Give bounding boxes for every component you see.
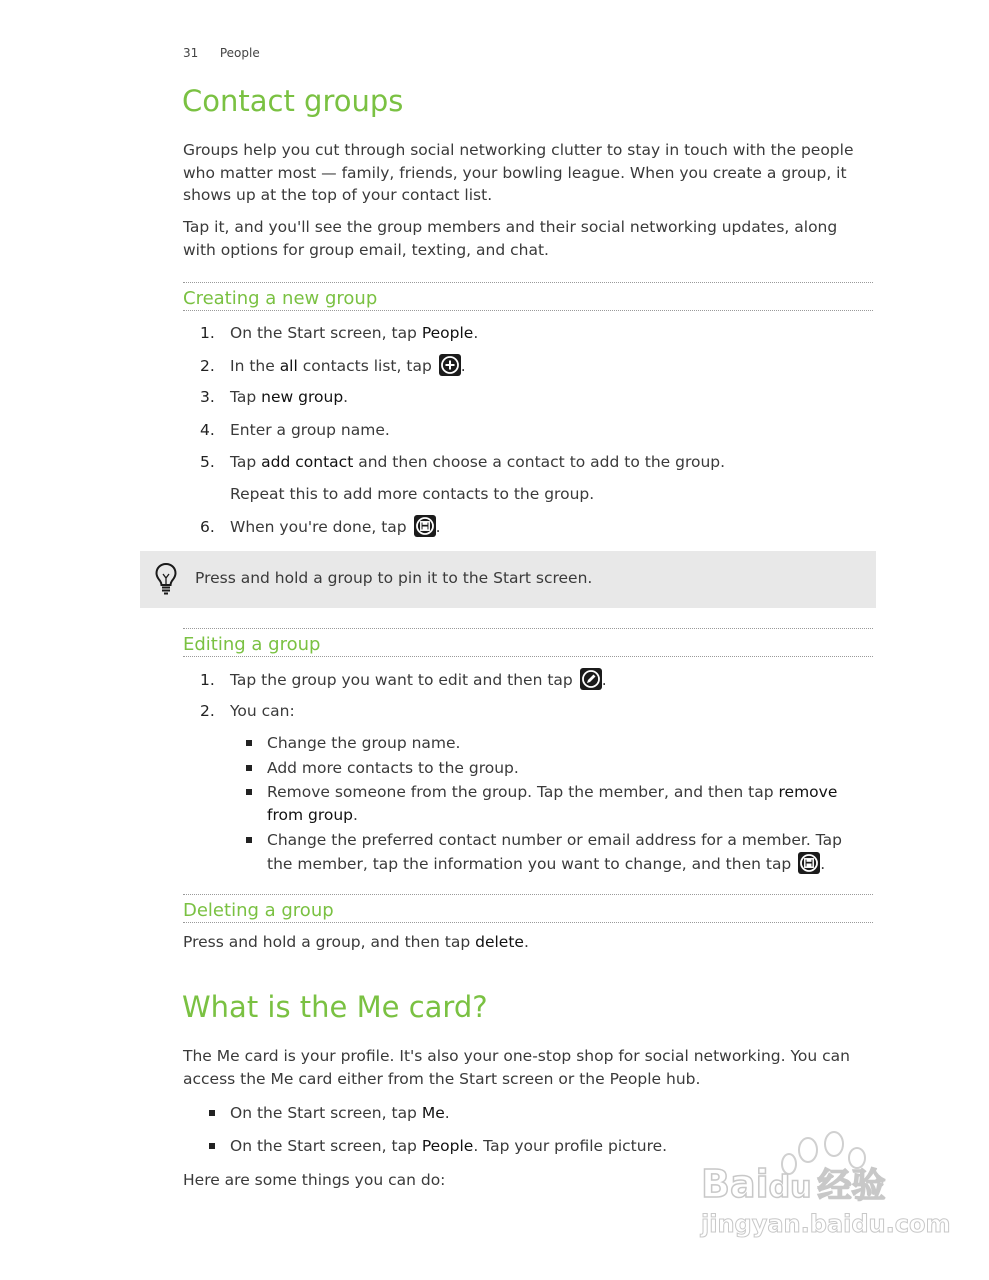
creating-step-3: 3. Tap new group. (200, 388, 349, 406)
editing-step-1: 1. Tap the group you want to edit and then tap . (200, 668, 880, 691)
creating-step-2: 2. In the all contacts list, tap . (200, 354, 880, 377)
baidu-watermark (701, 1128, 951, 1248)
creating-group-heading: Creating a new group (183, 282, 873, 311)
edit-icon (580, 668, 602, 690)
tip-box (140, 551, 876, 608)
watermark-brand-2: du (768, 1170, 812, 1205)
contact-groups-intro-2: Tap it, and you'll see the group members and their social networking updates, along with options for group email, texting, and chat. (183, 218, 838, 259)
page-number: 31 (183, 46, 199, 60)
edit-option-2: Add more contacts to the group. (267, 757, 867, 780)
tip-text: Press and hold a group to pin it to the Start screen. (195, 569, 593, 587)
edit-option-1: Change the group name. (267, 732, 867, 755)
save-icon (414, 515, 436, 537)
creating-step-6: 6. When you're done, tap . (200, 515, 880, 538)
me-card-outro: Here are some things you can do: (183, 1171, 446, 1189)
edit-option-4: Change the preferred contact number or email address for a member. Tap the member, tap the information you want to change, and then tap . (267, 829, 867, 875)
editing-group-heading: Editing a group (183, 628, 873, 657)
creating-step-1: 1. On the Start screen, tap People. (200, 324, 479, 342)
edit-option-3: Remove someone from the group. Tap the member, and then tap remove from group. (267, 781, 867, 826)
page-header (183, 46, 260, 60)
save-icon (798, 852, 820, 874)
creating-step-4: 4. Enter a group name. (200, 421, 390, 439)
repeat-note: Repeat this to add more contacts to the group. (230, 485, 595, 503)
contact-groups-title: Contact groups (182, 84, 404, 118)
creating-step-5: 5. Tap add contact and then choose a contact to add to the group. (200, 453, 726, 471)
watermark-brand: Bai (701, 1162, 769, 1206)
me-card-intro: The Me card is your profile. It's also your one-stop shop for social networking. You can access the Me card either from the Start screen or the People hub. (183, 1047, 850, 1088)
deleting-group-heading: Deleting a group (183, 894, 873, 923)
editing-step-2: 2. You can: (200, 702, 295, 720)
watermark-suffix: 经验 (817, 1166, 886, 1206)
deleting-text: Press and hold a group, and then tap delete. (183, 933, 529, 951)
add-circle-icon (439, 354, 461, 376)
me-card-bullet-1: On the Start screen, tap Me. (230, 1102, 870, 1125)
section-name: People (219, 46, 260, 60)
lightbulb-icon (154, 562, 178, 596)
me-card-title: What is the Me card? (182, 990, 488, 1024)
contact-groups-intro-1: Groups help you cut through social networking clutter to stay in touch with the people who matter most — family, friends, your bowling league. When you create a group, it shows up at the top of your contact list. (183, 141, 854, 204)
me-card-bullet-2: On the Start screen, tap People. Tap your profile picture. (230, 1135, 870, 1158)
watermark-url: jingyan.baidu.com (701, 1210, 951, 1238)
